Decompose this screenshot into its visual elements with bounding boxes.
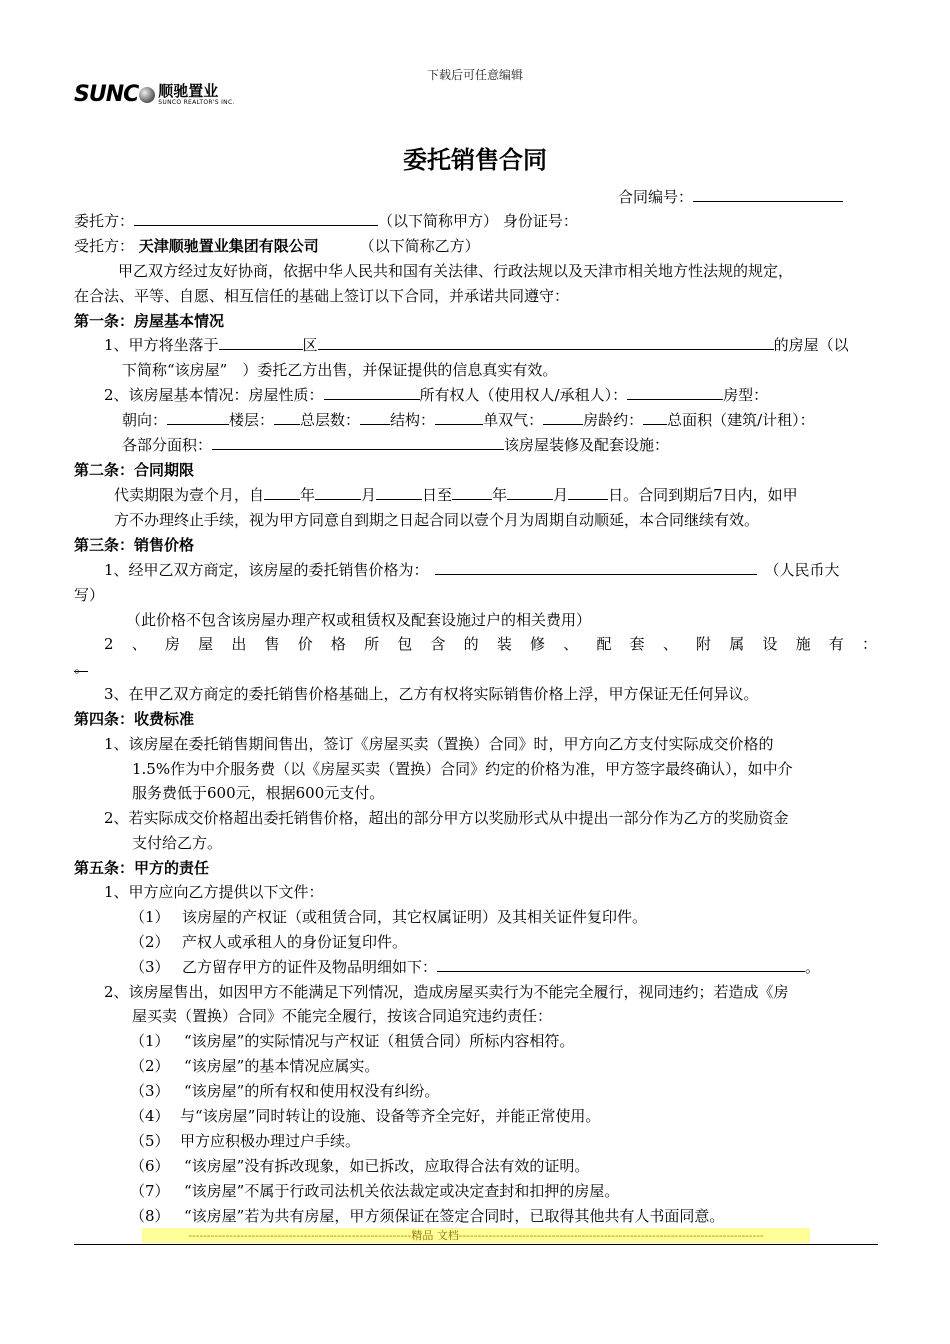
condition-number: （3）	[130, 1082, 170, 1100]
condition-number: （8）	[130, 1207, 170, 1225]
total-floors-field[interactable]	[360, 409, 390, 425]
art1-p2-text-b: 所有权人（使用权人/承租人）：	[419, 386, 628, 404]
article-5-heading: 第五条：甲方的责任	[74, 859, 210, 877]
doc-item-text: 乙方留存甲方的证件及物品明细如下：	[182, 958, 438, 976]
period-text-end: 日。合同到期后7日内，如甲	[608, 486, 798, 504]
condition-text: 甲方应积极办理过户手续。	[180, 1132, 361, 1150]
contract-number-label: 合同编号：	[618, 188, 694, 206]
condition-text: “该房屋”的基本情况应属实。	[184, 1057, 380, 1075]
year-label-2: 年	[492, 486, 508, 504]
party-a-row	[74, 210, 578, 231]
party-b-name: 天津顺驰置业集团有限公司	[138, 237, 319, 255]
art2-line-1	[114, 484, 798, 505]
area-field[interactable]	[212, 434, 504, 450]
art2-line-2: 方不办理终止手续，视为甲方同意自到期之日起合同以壹个月为周期自动顺延，本合同继续有效。	[114, 511, 760, 529]
condition-number: （4）	[130, 1107, 170, 1125]
intro-line-2: 在合法、平等、自愿、相互信任的基础上签订以下合同，并承诺共同遵守：	[74, 287, 570, 305]
doc-item-text: 产权人或承租人的身份证复印件。	[182, 933, 408, 951]
art1-item-2	[104, 384, 768, 405]
footer-divider	[74, 1244, 878, 1245]
facilities-field[interactable]: 。	[74, 658, 90, 676]
district-field[interactable]	[219, 334, 303, 350]
condition-number: （7）	[130, 1182, 170, 1200]
logo-subtitle: SUNCO REALTOR'S INC.	[158, 98, 235, 106]
art1-item-1-line-2: 下简称“该房屋” ）委托乙方出售，并保证提供的信息真实有效。	[122, 361, 558, 379]
header-note: 下载后可任意编辑	[426, 68, 523, 82]
art3-item-1-line-2: 写）	[74, 586, 105, 604]
party-a-name-field[interactable]	[134, 210, 378, 226]
condition-3	[130, 1080, 439, 1101]
art3-item-3: 3、在甲乙双方商定的委托销售价格基础上，乙方有权将实际销售价格上浮，甲方保证无任何异议。	[104, 685, 759, 703]
price-label: 1、经甲乙双方商定，该房屋的委托销售价格为：	[104, 561, 429, 579]
art4-item-2-line-1: 2、若实际成交价格超出委托销售价格，超出的部分甲方以奖励形式从中提出一部分作为乙方的奖励资金	[104, 809, 789, 827]
footer-banner	[142, 1228, 810, 1243]
document-title: 委托销售合同	[403, 146, 547, 174]
condition-8	[130, 1205, 724, 1226]
art5-item-2-line-2: 屋买卖（置换）合同》不能完全履行，按该合同追究违约责任：	[132, 1007, 553, 1025]
art4-item-2-line-2: 支付给乙方。	[132, 834, 223, 852]
art1-p2-text-c: 房型：	[723, 386, 769, 404]
age-label: 房龄约：	[583, 411, 644, 429]
end-month-field[interactable]	[507, 484, 553, 500]
doc-item-number: （2）	[130, 933, 170, 951]
condition-text: “该房屋”没有拆改现象，如已拆改，应取得合法有效的证明。	[184, 1157, 590, 1175]
party-b-row	[74, 235, 480, 256]
art1-p1-text-c: 的房屋（以	[773, 336, 849, 354]
floor-field[interactable]	[274, 409, 300, 425]
doc-item-number: （1）	[130, 908, 170, 926]
party-b-label: 受托方：	[74, 237, 135, 255]
condition-7	[130, 1180, 619, 1201]
doc-item-number: （3）	[130, 958, 170, 976]
doc-item-1	[130, 906, 647, 927]
price-field[interactable]	[435, 559, 757, 575]
period-text-start: 代卖期限为壹个月，自	[114, 486, 265, 504]
company-logo	[74, 82, 235, 107]
party-b-suffix: （以下简称乙方）	[359, 237, 480, 255]
condition-5	[130, 1130, 360, 1151]
area-label: 各部分面积：	[122, 436, 213, 454]
art4-item-1-line-3: 服务费低于600元，根据600元支付。	[132, 784, 385, 802]
footer-dashes-right: ----------------------------------------------------------------------------------	[458, 1229, 764, 1242]
footer-dashes-left: ------------------------------------------------------------	[188, 1229, 412, 1242]
floor-label: 楼层：	[229, 411, 275, 429]
property-nature-field[interactable]	[324, 384, 420, 400]
art3-item-1	[104, 559, 840, 580]
day-to-label: 日至	[422, 486, 453, 504]
art4-item-1-line-2: 1.5%作为中介服务费（以《房屋买卖（置换）合同》约定的价格为准，甲方签字最终确认），如中介	[132, 760, 793, 778]
condition-6	[130, 1155, 589, 1176]
logo-sphere-icon	[139, 87, 155, 103]
art1-item-2-line-2	[122, 409, 815, 430]
art5-item-1: 1、甲方应向乙方提供以下文件：	[104, 883, 324, 901]
art3-item-2-line-2	[74, 656, 88, 676]
items-list-field[interactable]	[437, 956, 805, 972]
art4-item-1-line-1: 1、该房屋在委托销售期间售出，签订《房屋买卖（置换）合同》时，甲方向乙方支付实际成交价格的	[104, 735, 774, 753]
party-a-id-label: 身份证号：	[502, 212, 578, 230]
total-area-label: 总面积（建筑/计租）：	[667, 411, 815, 429]
art3-price-note: （此价格不包含该房屋办理产权或租赁权及配套设施过户的相关费用）	[126, 611, 592, 629]
article-3-heading: 第三条：销售价格	[74, 536, 195, 554]
art1-p2-text-a: 2、该房屋基本情况：房屋性质：	[104, 386, 324, 404]
doc-item-3	[130, 956, 820, 977]
condition-text: “该房屋”的所有权和使用权没有纠纷。	[184, 1082, 440, 1100]
doc-item-text: 该房屋的产权证（或租赁合同，其它权属证明）及其相关证件复印件。	[182, 908, 648, 926]
condition-number: （5）	[130, 1132, 170, 1150]
price-suffix: （人民币大	[764, 561, 840, 579]
gas-field[interactable]	[543, 409, 583, 425]
decoration-label: 该房屋装修及配套设施：	[504, 436, 670, 454]
contract-number-row	[618, 186, 843, 207]
logo-mark: SUNC	[74, 82, 139, 107]
end-day-field[interactable]	[568, 484, 608, 500]
owner-field[interactable]	[627, 384, 723, 400]
condition-number: （1）	[130, 1032, 170, 1050]
condition-text: 与“该房屋”同时转让的设施、设备等齐全完好，并能正常使用。	[180, 1107, 601, 1125]
condition-4	[130, 1105, 600, 1126]
art1-item-1	[104, 334, 849, 355]
age-field[interactable]	[643, 409, 667, 425]
month-label-2: 月	[553, 486, 569, 504]
party-a-suffix: （以下简称甲方）	[378, 212, 499, 230]
article-4-heading: 第四条：收费标准	[74, 710, 195, 728]
contract-number-field[interactable]	[693, 186, 843, 202]
art3-item-2: 2、房屋出售价格所包含的装修、配套、附属设施有：	[104, 635, 878, 653]
art1-item-2-line-3	[122, 434, 669, 455]
condition-text: “该房屋”的实际情况与产权证（租赁合同）所标内容相符。	[184, 1032, 575, 1050]
footer-label: 精品 文档	[411, 1229, 459, 1242]
month-label-1: 月	[361, 486, 377, 504]
article-1-heading: 第一条：房屋基本情况	[74, 312, 225, 330]
intro-line-1: 甲乙双方经过友好协商，依据中华人民共和国有关法律、行政法规以及天津市相关地方性法规的规定，	[118, 262, 794, 280]
total-floors-label: 总层数：	[300, 411, 361, 429]
condition-text: “该房屋”若为共有房屋，甲方须保证在签定合同时，已取得其他共有人书面同意。	[184, 1207, 725, 1225]
condition-number: （6）	[130, 1157, 170, 1175]
gas-label: 单双气：	[483, 411, 544, 429]
art5-item-2-line-1: 2、该房屋售出，如因甲方不能满足下列情况，造成房屋买卖行为不能完全履行，视同违约；若造成《房	[104, 983, 789, 1001]
start-day-field[interactable]	[376, 484, 422, 500]
article-2-heading: 第二条：合同期限	[74, 461, 195, 479]
doc-item-2	[130, 931, 407, 952]
start-year-field[interactable]	[264, 484, 300, 500]
condition-1	[130, 1030, 574, 1051]
doc-item-end: 。	[805, 958, 821, 976]
orientation-field[interactable]	[167, 409, 229, 425]
condition-2	[130, 1055, 379, 1076]
start-month-field[interactable]	[315, 484, 361, 500]
orientation-label: 朝向：	[122, 411, 168, 429]
year-label-1: 年	[300, 486, 316, 504]
end-year-field[interactable]	[452, 484, 492, 500]
structure-field[interactable]	[435, 409, 483, 425]
structure-label: 结构：	[390, 411, 436, 429]
party-a-label: 委托方：	[74, 212, 135, 230]
condition-number: （2）	[130, 1057, 170, 1075]
logo-name: 顺驰置业	[158, 81, 219, 100]
art1-p1-text-b: 区	[302, 336, 318, 354]
condition-text: “该房屋”不属于行政司法机关依法裁定或决定查封和扣押的房屋。	[184, 1182, 620, 1200]
address-field[interactable]	[318, 334, 774, 350]
art1-p1-text-a: 1、甲方将坐落于	[104, 336, 219, 354]
